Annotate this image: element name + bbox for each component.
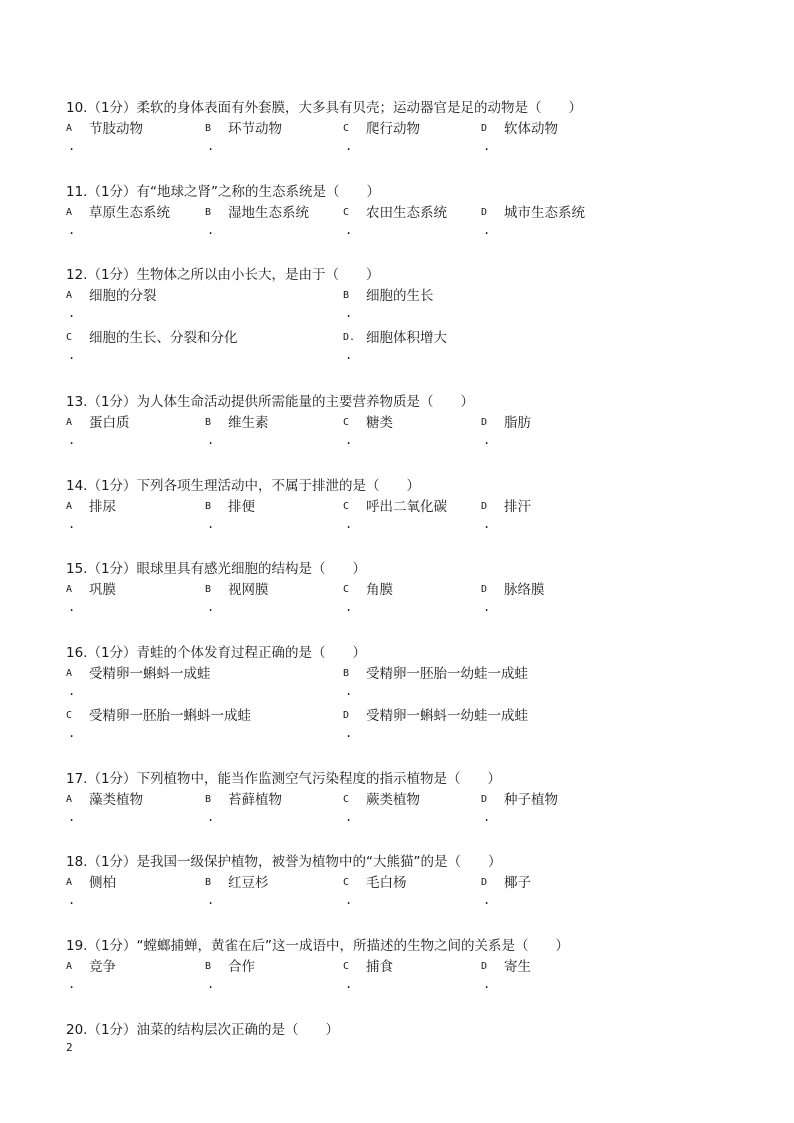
option-letter: B bbox=[205, 501, 212, 512]
option-letter: D bbox=[481, 207, 488, 218]
option-letter: A bbox=[66, 584, 73, 595]
option-text: 脉络膜 bbox=[504, 582, 545, 598]
option-letter: C bbox=[66, 710, 73, 721]
option-letter: C bbox=[343, 877, 350, 888]
option-text: 城市生态系统 bbox=[504, 205, 585, 221]
question-17 bbox=[66, 768, 746, 832]
option-row bbox=[66, 706, 746, 748]
option-text: 受精卵一蝌蚪一成蛙 bbox=[89, 666, 211, 682]
option-dot: . bbox=[345, 893, 353, 907]
option-text: 细胞的生长、分裂和分化 bbox=[89, 330, 238, 346]
option-letter: B bbox=[205, 794, 212, 805]
option-text: 排尿 bbox=[89, 499, 116, 515]
option-text: 视网膜 bbox=[228, 582, 269, 598]
question-stem: 15.（1分）眼球里具有感光细胞的结构是（ ） bbox=[66, 561, 367, 577]
option-dot: . bbox=[345, 810, 353, 824]
question-stem: 11.（1分）有“地球之肾”之称的生态系统是（ ） bbox=[66, 184, 381, 200]
option-text: 捕食 bbox=[366, 959, 393, 975]
option-text: 受精卵一胚胎一蝌蚪一成蛙 bbox=[89, 708, 251, 724]
option-letter: B bbox=[205, 417, 212, 428]
option-letter: A bbox=[66, 207, 73, 218]
option-text: 毛白杨 bbox=[366, 875, 407, 891]
option-dot: . bbox=[483, 977, 491, 991]
option-letter: A bbox=[66, 123, 73, 134]
option-letter: A bbox=[66, 668, 73, 679]
question-10 bbox=[66, 97, 746, 161]
option-text: 种子植物 bbox=[504, 792, 558, 808]
option-dot: . bbox=[68, 517, 76, 531]
option-dot: . bbox=[345, 433, 353, 447]
option-letter: A bbox=[66, 417, 73, 428]
question-15 bbox=[66, 558, 746, 622]
option-dot: . bbox=[68, 684, 76, 698]
option-dot: . bbox=[483, 433, 491, 447]
question-stem: 10.（1分）柔软的身体表面有外套膜，大多具有贝壳；运动器官是足的动物是（ ） bbox=[66, 100, 583, 116]
option-dot: . bbox=[68, 977, 76, 991]
option-text: 爬行动物 bbox=[366, 121, 420, 137]
option-dot: . bbox=[345, 600, 353, 614]
option-letter: D bbox=[481, 794, 488, 805]
option-letter: C bbox=[343, 417, 350, 428]
option-letter: C bbox=[343, 123, 350, 134]
option-dot: . bbox=[345, 223, 353, 237]
option-text: 角膜 bbox=[366, 582, 393, 598]
option-text: 排汗 bbox=[504, 499, 531, 515]
option-dot: . bbox=[207, 893, 215, 907]
option-dot: . bbox=[207, 433, 215, 447]
option-letter: C bbox=[343, 207, 350, 218]
option-letter: B bbox=[205, 584, 212, 595]
option-letter: D. bbox=[343, 332, 356, 343]
option-letter: A bbox=[66, 961, 73, 972]
question-11 bbox=[66, 181, 746, 245]
option-text: 巩膜 bbox=[89, 582, 116, 598]
question-stem: 18.（1分）是我国一级保护植物，被誉为植物中的“大熊猫”的是（ ） bbox=[66, 854, 502, 870]
option-text: 椰子 bbox=[504, 875, 531, 891]
option-dot: . bbox=[345, 517, 353, 531]
option-dot: . bbox=[68, 810, 76, 824]
option-dot: . bbox=[483, 517, 491, 531]
question-16 bbox=[66, 642, 746, 748]
question-19 bbox=[66, 935, 746, 999]
option-dot: . bbox=[68, 348, 76, 362]
option-letter: C bbox=[66, 332, 73, 343]
question-stem: 17.（1分）下列植物中，能当作监测空气污染程度的指示植物是（ ） bbox=[66, 771, 502, 787]
option-letter: C bbox=[343, 961, 350, 972]
option-dot: . bbox=[207, 139, 215, 153]
option-text: 竞争 bbox=[89, 959, 116, 975]
option-text: 苔藓植物 bbox=[228, 792, 282, 808]
option-letter: A bbox=[66, 877, 73, 888]
question-stem: 19.（1分）“螳螂捕蝉，黄雀在后”这一成语中，所描述的生物之间的关系是（ ） bbox=[66, 938, 570, 954]
option-letter: A bbox=[66, 794, 73, 805]
option-text: 侧柏 bbox=[89, 875, 116, 891]
option-dot: . bbox=[68, 306, 76, 320]
option-row bbox=[66, 413, 746, 455]
option-dot: . bbox=[345, 139, 353, 153]
option-text: 藻类植物 bbox=[89, 792, 143, 808]
option-dot: . bbox=[207, 223, 215, 237]
option-dot: . bbox=[483, 600, 491, 614]
option-text: 脂肪 bbox=[504, 415, 531, 431]
option-dot: . bbox=[207, 517, 215, 531]
question-stem: 16.（1分）青蛙的个体发育过程正确的是（ ） bbox=[66, 645, 367, 661]
option-text: 蕨类植物 bbox=[366, 792, 420, 808]
option-text: 细胞的分裂 bbox=[89, 288, 157, 304]
option-text: 环节动物 bbox=[228, 121, 282, 137]
option-letter: C bbox=[343, 584, 350, 595]
option-dot: . bbox=[345, 684, 353, 698]
option-text: 受精卵一胚胎一幼蛙一成蛙 bbox=[366, 666, 528, 682]
option-text: 软体动物 bbox=[504, 121, 558, 137]
question-20 bbox=[66, 1019, 746, 1041]
option-text: 维生素 bbox=[228, 415, 269, 431]
option-text: 排便 bbox=[228, 499, 255, 515]
question-12 bbox=[66, 264, 746, 370]
question-stem: 14.（1分）下列各项生理活动中，不属于排泄的是（ ） bbox=[66, 478, 421, 494]
option-dot: . bbox=[345, 306, 353, 320]
option-row bbox=[66, 203, 746, 245]
option-text: 合作 bbox=[228, 959, 255, 975]
option-letter: D bbox=[481, 961, 488, 972]
option-dot: . bbox=[68, 726, 76, 740]
page-number: 2 bbox=[66, 1041, 73, 1054]
option-row bbox=[66, 497, 746, 539]
option-dot: . bbox=[483, 810, 491, 824]
option-dot: . bbox=[207, 977, 215, 991]
option-text: 细胞的生长 bbox=[366, 288, 434, 304]
option-letter: A bbox=[66, 290, 73, 301]
option-letter: B bbox=[205, 877, 212, 888]
option-letter: D bbox=[343, 710, 350, 721]
option-dot: . bbox=[207, 600, 215, 614]
question-stem: 13.（1分）为人体生命活动提供所需能量的主要营养物质是（ ） bbox=[66, 394, 475, 410]
option-dot: . bbox=[68, 600, 76, 614]
option-dot: . bbox=[207, 810, 215, 824]
option-row bbox=[66, 664, 746, 706]
option-dot: . bbox=[345, 726, 353, 740]
option-letter: D bbox=[481, 584, 488, 595]
option-text: 草原生态系统 bbox=[89, 205, 170, 221]
option-letter: B bbox=[205, 123, 212, 134]
option-letter: B bbox=[343, 668, 350, 679]
option-dot: . bbox=[483, 893, 491, 907]
option-dot: . bbox=[483, 223, 491, 237]
question-stem: 12.（1分）生物体之所以由小长大，是由于（ ） bbox=[66, 267, 380, 283]
option-text: 细胞体积增大 bbox=[366, 330, 447, 346]
option-letter: D bbox=[481, 501, 488, 512]
option-dot: . bbox=[68, 223, 76, 237]
option-text: 寄生 bbox=[504, 959, 531, 975]
option-letter: B bbox=[205, 207, 212, 218]
option-letter: D bbox=[481, 123, 488, 134]
option-dot: . bbox=[68, 433, 76, 447]
option-dot: . bbox=[68, 139, 76, 153]
option-dot: . bbox=[345, 348, 353, 362]
option-letter: B bbox=[205, 961, 212, 972]
question-18 bbox=[66, 851, 746, 915]
question-13 bbox=[66, 391, 746, 455]
option-letter: C bbox=[343, 794, 350, 805]
option-row bbox=[66, 873, 746, 915]
option-row bbox=[66, 957, 746, 999]
option-letter: D bbox=[481, 877, 488, 888]
option-text: 糖类 bbox=[366, 415, 393, 431]
option-dot: . bbox=[68, 893, 76, 907]
option-letter: A bbox=[66, 501, 73, 512]
option-text: 湿地生态系统 bbox=[228, 205, 309, 221]
option-text: 节肢动物 bbox=[89, 121, 143, 137]
option-row bbox=[66, 328, 746, 370]
option-text: 蛋白质 bbox=[89, 415, 130, 431]
option-text: 呼出二氧化碳 bbox=[366, 499, 447, 515]
option-text: 农田生态系统 bbox=[366, 205, 447, 221]
option-text: 红豆杉 bbox=[228, 875, 269, 891]
option-text: 受精卵一蝌蚪一幼蛙一成蛙 bbox=[366, 708, 528, 724]
question-14 bbox=[66, 475, 746, 539]
option-letter: D bbox=[481, 417, 488, 428]
option-dot: . bbox=[345, 977, 353, 991]
option-letter: C bbox=[343, 501, 350, 512]
option-letter: B bbox=[343, 290, 350, 301]
question-stem: 20.（1分）油菜的结构层次正确的是（ ） bbox=[66, 1022, 340, 1038]
option-row bbox=[66, 580, 746, 622]
option-dot: . bbox=[483, 139, 491, 153]
option-row bbox=[66, 790, 746, 832]
option-row bbox=[66, 286, 746, 328]
option-row bbox=[66, 119, 746, 161]
